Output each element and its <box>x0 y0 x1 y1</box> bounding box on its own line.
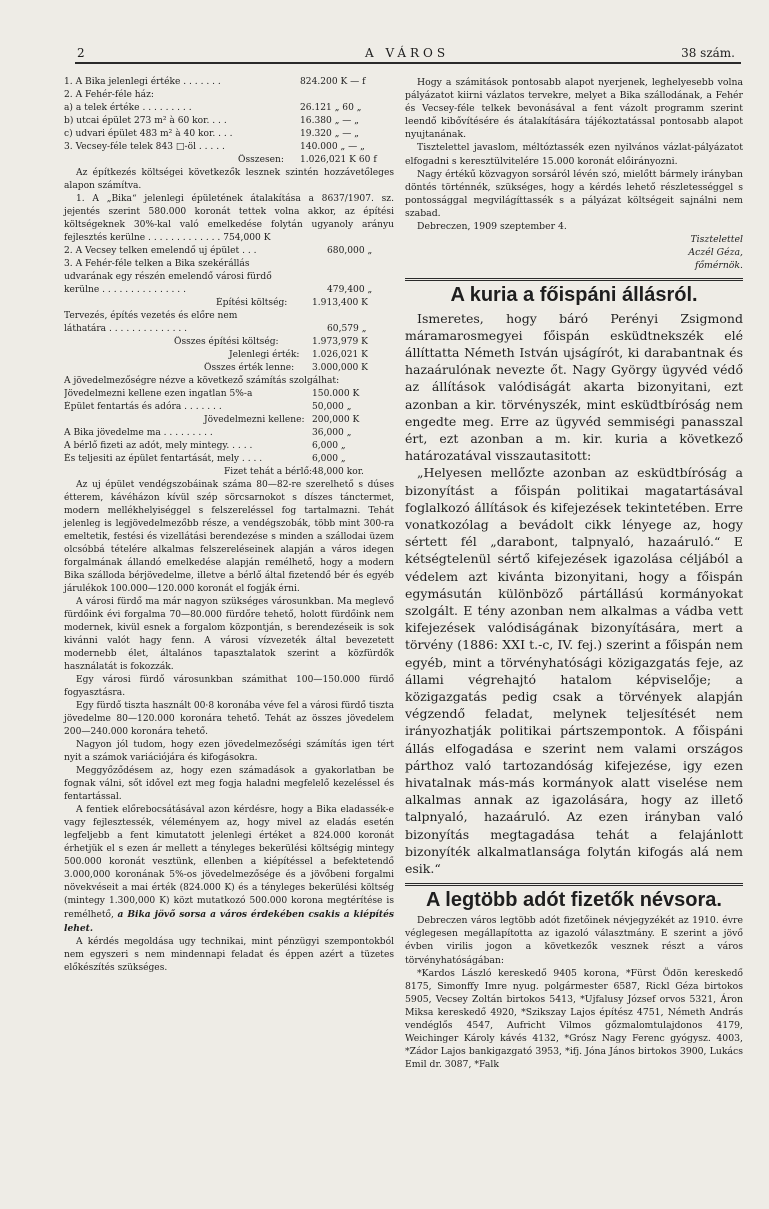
cost-line: láthatára . . . . . . . . . . . . . . 60,579 „ <box>64 324 367 334</box>
cost-line: Jövedelmezni kellene ezen ingatlan 5%-a 150.000 K <box>64 389 360 399</box>
paragraph: Egy fürdő tiszta használt 00·8 koronába véve fel a városi fürdő tiszta jövedelme 80—120.000 koronára tehető. Tehát az összes jövedelem 200—240.000 koronára tehető. <box>64 701 394 737</box>
cost-line: kerülne . . . . . . . . . . . . . . . 479,400 „ <box>64 285 373 295</box>
taxpayer-list: *Kardos László kereskedő 9405 korona, *Fürst Ödön kereskedő 8175, Simonffy Imre nyug. polgármester 6587, Rickl Géza birtokos 5905, Vecsey Zoltán birtokos 5413, *Ujfalusy József orvos 5321, Áron Miksa kereskedő 4920, *Szikszay Lajos építész 4751, Németh András vendéglős 4547, Aufricht Vilmos gőzmalomtulajdonos 4179, Weichinger Károly kávés 4132, *Grósz Nagy Ferenc gyógysz. 4003, *Zádor Lajos bankigazgató 3953, *ifj. Jóna János birtokos 3900, Lukács Emil dr. 3087, *Falk <box>405 967 743 1071</box>
value-line: c) udvari épület 483 m² à 40 kor. . . . 19.320 „ — „ <box>64 129 360 139</box>
cost-line: 2. A Vecsey telken emelendő uj épület . . . 680,000 „ <box>64 246 373 256</box>
cost-line: Összes érték lenne: 3.000,000 K <box>204 363 368 373</box>
value-line: 3. Vecsey-féle telek 843 □-öl . . . . . 140.000 „ — „ <box>64 142 365 152</box>
paragraph: A fentiek előrebocsátásával azon kérdésre, hogy a Bika eladassék-e vagy fejlesztessék, véleményem az, hogy mivel az eladás esetén legfeljebb a fent kimutatott jelenlegi értéket a 824.000 koronát érhetjük el s ezen ár mellett a tényleges bekerülési költségig mintegy 500.000 koronát vesztünk, ellenben a kiépítéssel a befektetendő 3.000,000 koronának 5%-os jövedelmezősége és a jövőbeni forgalmi növekvéseit a mai érték (824.000 K) és a tényleges bekerülési költség (mintegy 1.300,000 K) közt mutatkozó 500.000 korona megtérítése is remélhető, a Bika jövő sorsa a város érdekében csakis a kiépítés lehet. <box>64 805 394 934</box>
issue-number: 38 szám. <box>681 46 735 60</box>
cost-line: Összes építési költség: 1.973,979 K <box>174 337 368 347</box>
value-line: 1. A Bika jelenlegi értéke . . . . . . . 824.200 K — f <box>64 77 366 87</box>
cost-line: Jelenlegi érték: 1.026,021 K <box>229 350 368 360</box>
paragraph: A városi fürdő ma már nagyon szükséges városunkban. Ma meglevő fürdőink évi forgalma 70—80.000 fürdőre tehető, holott fürdőink nem modernek, kivül esnek a forgalom központján, s berendezéseik is sok kivánni valót hagy fenn. A városi vízvezeték által bevezetett modernebb élet, általános tapasztalatok szerint a közfürdők használatát is fokozzák. <box>64 597 394 672</box>
cost-line: Épület fentartás és adóra . . . . . . . 50,000 „ <box>64 402 352 412</box>
page-number: 2 <box>77 46 85 60</box>
masthead: A VÁROS <box>365 46 450 60</box>
paragraph: Az építkezés költségei következők lesznek szintén hozzávetőleges alapon számítva. <box>64 168 394 191</box>
paragraph: Tisztelettel javaslom, méltóztassék ezen nyilvános vázlat-pályázatot elfogadni s keresztülvitelére 15.000 koronát előirányozni. <box>405 142 743 167</box>
section-divider <box>405 278 743 281</box>
paragraph: Hogy a számitások pontosabb alapot nyerjenek, leghelyesebb volna pályázatot kiirni vázlatos tervekre, melyet a Bika szállodának, a Fehér és Vecsey-féle telkek bevonásával a fent vázolt programm szerint leendő kibővítésére és átalakítására tájékoztatással pontosabb alapot nyujtanának. <box>405 77 743 141</box>
cost-line: Jövedelmezni kellene: 200,000 K <box>204 415 360 425</box>
article-quote: „Helyesen mellőzte azonban az esküdtbíróság a bizonyítást a főispán politikai magatartásával foglalkozó állítások és kifejezések tekintetében. Erre vonatkozólag a bevádolt cikk lényege az, hogy sértett fél „darabont, talpnyaló, hazaáruló.“ E kétségtelenül sértő kifejezések igazolása céljából a védelem azt kivánta bizonyitani, hogy a főispán egymásután különböző pártállású kormányokat szolgált. E tény azonban nem alkalmas a vádba vett kifejezések valódiságának bizonyítására, mert a törvény (1886: XXI t.-c, IV. fej.) szerint a főispán nem egyéb, mint a törvényhatósági közigazgatás feje, az állami végrehajtó hatalom képviselője; a közigazgatás pedig csak a törvények alapján végzendő feladat, melynek teljesítését nem irányozhatják politikai pártszempontok. A főispáni állás elfogadása e szerint nem valami országos párthoz való tartozandóság kifejezése, igy ezen hivatalnak más-más kormányok alatt viselése nem alkalmas annak az igazolására, hogy az illető talpnyaló, hazaáruló. Az ezen irányban való bizonyítás megtagadása tehát a felajánlott bizonyíték alkalmatlansága folytán kifogás alá nem esik.“ <box>405 465 743 876</box>
value-total: Összesen: 1.026,021 K 60 f <box>238 155 377 165</box>
article-paragraph: Ismeretes, hogy báró Perényi Zsigmond máramarosmegyei főispán esküdtnekszék elé állíttatta Németh István ujságírót, ki darabantnak és hazaárulónak nevezte őt. Nagy György ügyvéd védő az állítások valódiságát akarta bizonyitani, ezt azonban a kir. törvényszék, mint esküdtbíróság nem engedte meg. Erre az ügyvéd semmiségi panasszal ért, ezt azonban a m. kir. kuria a következő határozatával visszautasitott: <box>405 310 743 464</box>
cost-line: Tervezés, építés vezetés és előre nem <box>64 311 238 321</box>
cost-line: 3. A Fehér-féle telken a Bika szekérállás <box>64 259 250 269</box>
paragraph: Nagyon jól tudom, hogy ezen jövedelmezőségi számítás igen tért nyit a számok variációjára és kifogásokra. <box>64 740 394 763</box>
paragraph: Egy városi fürdő városunkban számithat 100—150.000 fürdő fogyasztásra. <box>64 675 394 698</box>
cost-line: udvarának egy részén emelendő városi fürdő <box>64 272 272 282</box>
emphasis: a Bika jövő sorsa a város érdekében csakis a kiépítés lehet. <box>64 909 394 934</box>
paragraph: 1. A „Bika“ jelenlegi épületének átalakítása a 8637/1907. sz. jejentés szerint 580.000 koronát tettek volna akkor, az építési költségeknek 30%-kal való emelkedése folytán ugyanoly arányu fejlesztés kerülne . . . . . . . . . . . . . 754,000 K <box>64 194 394 243</box>
signature-role: főmérnök. <box>695 260 743 272</box>
cost-line: És teljesiti az épület fentartását, mely . . . . 6,000 „ <box>64 454 346 464</box>
article-title: A kuria a főispáni állásról. <box>450 284 698 307</box>
value-line: a) a telek értéke . . . . . . . . . 26.121 „ 60 „ <box>64 103 362 113</box>
value-line: b) utcai épület 273 m² à 60 kor. . . . 16.380 „ — „ <box>64 116 360 126</box>
cost-line: Építési költség: 1.913,400 K <box>216 298 368 308</box>
paragraph: A kérdés megoldása ugy technikai, mint pénzügyi szempontokból nem egyszeri s nem mindennapi feladat és éppen azért a tüzetes előkészítés szükséges. <box>64 937 394 973</box>
cost-line: A bérlő fizeti az adót, mely mintegy. . . . . 6,000 „ <box>64 441 346 451</box>
left-column <box>64 76 394 975</box>
paragraph: Nagy értékű közvagyon sorsáról lévén szó, mielőtt bármely irányban döntés történnék, szükséges, hogy a kérdés lehető részletességgel s pontossággal megvilágíttassék s a pályázat költségeit sajnálni nem szabad. <box>405 168 743 219</box>
salutation: Tisztelettel <box>690 234 743 246</box>
paragraph: Meggyőződésem az, hogy ezen számadások a gyakorlatban be fognak válni, sőt idővel ezt meg fogja haladni megfelelő kezeléssel és fentartással. <box>64 766 394 802</box>
running-head <box>75 42 741 64</box>
value-line: 2. A Fehér-féle ház: <box>64 90 154 100</box>
cost-line: A Bika jövedelme ma . . . . . . . . . 36,000 „ <box>64 428 352 438</box>
signature: Aczél Géza, <box>688 247 743 259</box>
cost-line: Fizet tehát a bérlő: 48,000 kor. <box>224 467 364 477</box>
cost-line: A jövedelmezőségre nézve a következő számítás szolgálhat: <box>64 376 340 386</box>
article-title: A legtöbb adót fizetők névsora. <box>426 889 722 912</box>
paragraph: Az uj épület vendégszobáinak száma 80—82-re szerelhető s dúses étterem, kávéházon kívül szép sörcsarnokot s díszes tánctermet, modern mellékhelyiséggel s felszereléssel fog tartalmazni. Tehát jelenleg is legjövedelmezőbb része, a vendégszobák, több mint 300-ra emeltetik, festési és vizellátási berendezése s minden a szállodai üzem olcsóbbá tételére alkalmas felszereléseinek alapján a város idegen forgalmának állandó emelkedése alapján remélhető, hogy a modern Bika szálloda bérjövedelme, illetve a bérlő által fizetendő bér és egyéb járulékok 100.000—120.000 koronát el fogják érni. <box>64 480 394 594</box>
section-divider <box>405 883 743 886</box>
date-line: Debreczen, 1909 szeptember 4. <box>417 221 567 233</box>
right-column <box>405 76 743 1071</box>
article-paragraph: Debreczen város legtöbb adót fizetőinek névjegyzékét az 1910. évre véglegesen megállapította az igazoló választmány. E szerint a jövő évben virilis jogon a következők vesznek részt a város törvényhatóságában: <box>405 915 743 966</box>
